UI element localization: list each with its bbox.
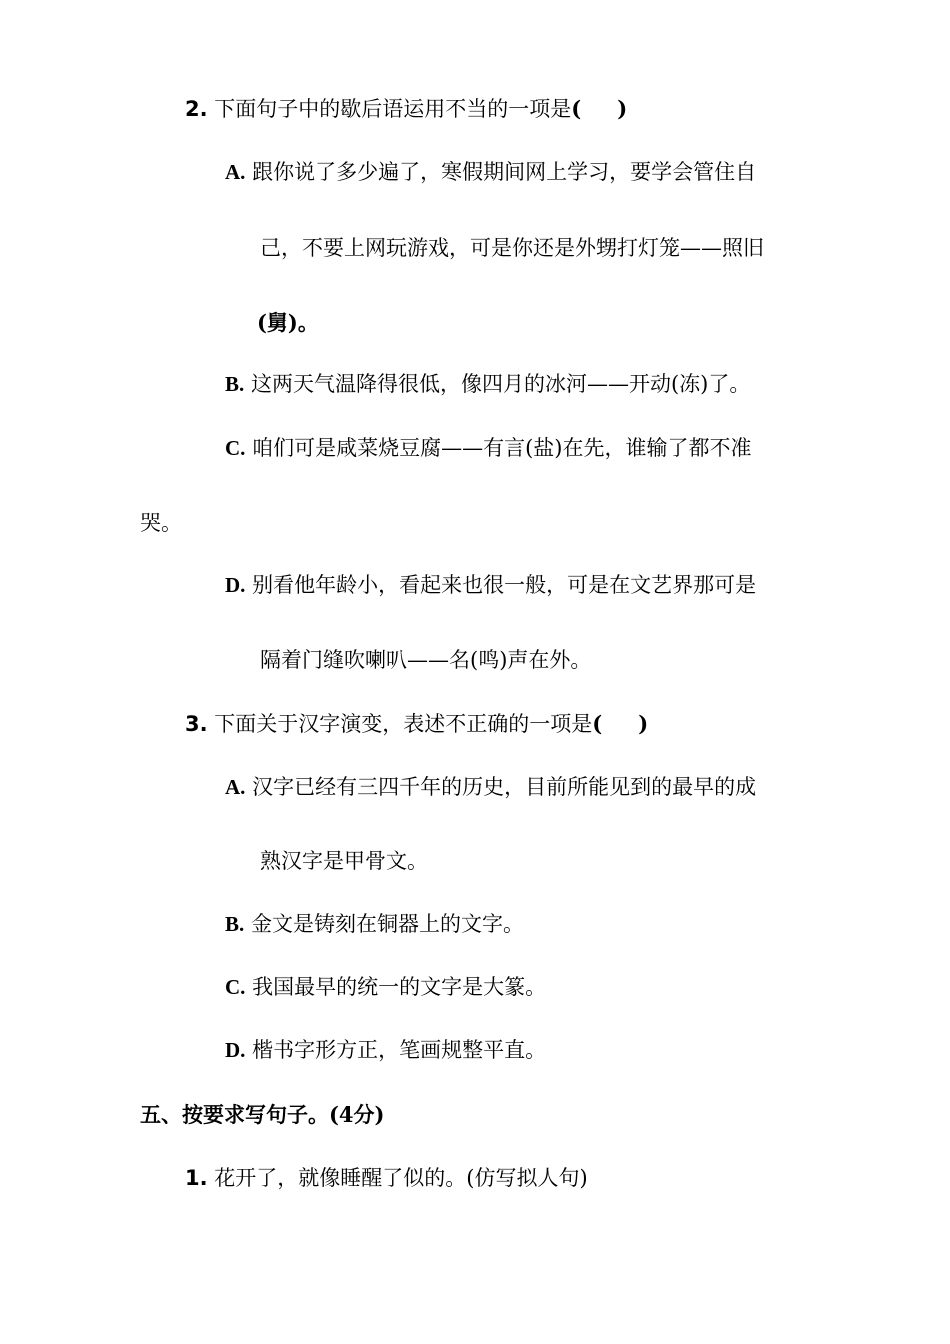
q3-option-b-line: B. 金文是铸刻在铜器上的文字。: [225, 912, 524, 936]
q2-option-a-text3: (舅)。: [257, 310, 319, 335]
q3-stem-line: 3. 下面关于汉字演变，表述不正确的一项是( ): [185, 711, 649, 736]
q3-stem: 下面关于汉字演变，表述不正确的一项是: [214, 712, 593, 736]
q2-option-c-text1: 咱们可是咸菜烧豆腐——有言(盐)在先，谁输了都不准: [252, 436, 752, 460]
q3-option-d-label: D: [225, 1038, 241, 1062]
q3-option-c-text: 我国最早的统一的文字是大篆。: [252, 975, 547, 999]
q3-paren-open: (: [592, 711, 603, 736]
q3-option-a-text2: 熟汉字是甲骨文。: [260, 849, 428, 873]
q2-option-a-text2: 己，不要上网玩游戏，可是你还是外甥打灯笼——照旧: [260, 236, 764, 260]
q2-option-b-line: B. 这两天气温降得很低，像四月的冰河——开动(冻)了。: [225, 372, 751, 396]
q3-paren-close: ): [638, 711, 649, 736]
q3-option-b-label: B: [225, 912, 240, 936]
q3-option-b-text: 金文是铸刻在铜器上的文字。: [250, 912, 524, 936]
q3-option-a-label: A: [225, 775, 241, 799]
q2-option-a-label: A: [225, 160, 241, 184]
q2-option-a-text1: 跟你说了多少遍了，寒假期间网上学习，要学会管住自: [252, 160, 757, 184]
q3-option-a-line1: A. 汉字已经有三四千年的历史，目前所能见到的最早的成: [225, 775, 757, 799]
q2-number: 2: [185, 97, 200, 121]
q2-option-c-label: C: [225, 436, 241, 460]
q2-option-c-line1: C. 咱们可是咸菜烧豆腐——有言(盐)在先，谁输了都不准: [225, 436, 752, 460]
q3-option-d-text: 楷书字形方正，笔画规整平直。: [252, 1038, 547, 1062]
q2-option-d-text1: 别看他年龄小，看起来也很一般，可是在文艺界那可是: [252, 573, 757, 597]
q2-option-d-text2: 隔着门缝吹喇叭——名(鸣)声在外。: [260, 648, 592, 672]
q2-option-b-label: B: [225, 372, 240, 396]
s5-q1-line: 1. 花开了，就像睡醒了似的。(仿写拟人句): [185, 1166, 588, 1190]
section5-title: 五、按要求写句子。(4分): [140, 1102, 385, 1127]
q2-paren-open: (: [571, 96, 582, 121]
q2-option-d-line1: D. 别看他年龄小，看起来也很一般，可是在文艺界那可是: [225, 573, 757, 597]
q3-option-c-line: C. 我国最早的统一的文字是大篆。: [225, 975, 547, 999]
q2-paren-close: ): [617, 96, 628, 121]
s5-q1-text: 花开了，就像睡醒了似的。(仿写拟人句): [214, 1166, 588, 1190]
q2-option-d-label: D: [225, 573, 241, 597]
q3-option-d-line: D. 楷书字形方正，笔画规整平直。: [225, 1038, 547, 1062]
q3-number: 3: [185, 712, 200, 736]
q2-option-c-text2: 哭。: [140, 511, 182, 535]
q2-option-a-line1: A. 跟你说了多少遍了，寒假期间网上学习，要学会管住自: [225, 160, 757, 184]
q3-option-a-text1: 汉字已经有三四千年的历史，目前所能见到的最早的成: [252, 775, 757, 799]
q3-option-c-label: C: [225, 975, 241, 999]
q2-stem-line: 2. 下面句子中的歇后语运用不当的一项是( ): [185, 96, 628, 121]
s5-q1-number: 1: [185, 1166, 200, 1190]
q2-option-b-text: 这两天气温降得很低，像四月的冰河——开动(冻)了。: [250, 372, 751, 396]
q2-stem: 下面句子中的歇后语运用不当的一项是: [214, 97, 572, 121]
